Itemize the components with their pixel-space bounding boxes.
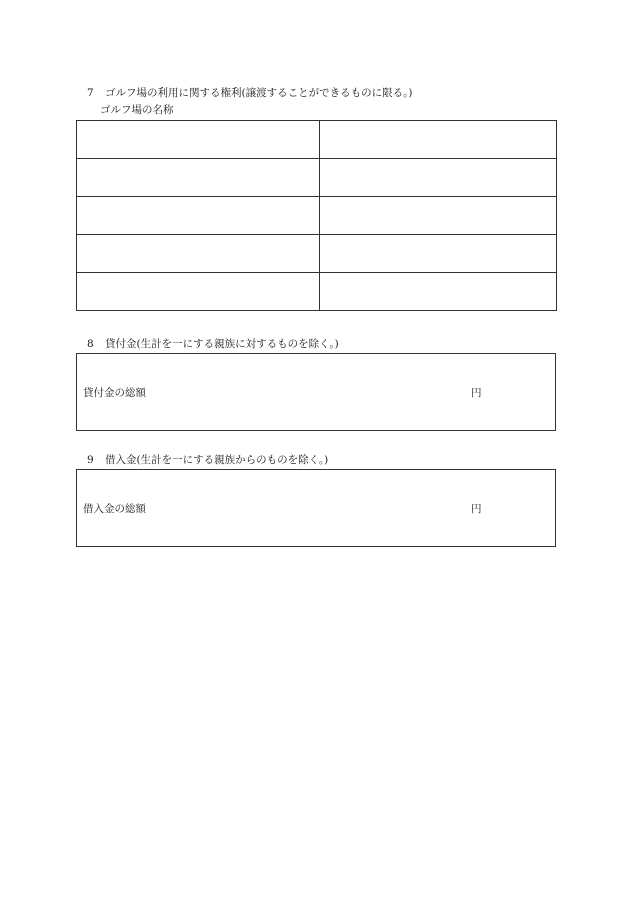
borrowings-yen-unit: 円 — [471, 503, 482, 515]
section-9-number: 9 — [87, 454, 94, 466]
section-9-heading — [87, 453, 328, 467]
golf-course-name-cell[interactable] — [77, 273, 320, 311]
section-8-heading — [87, 337, 339, 351]
golf-course-name-cell[interactable] — [77, 235, 320, 273]
table-row — [77, 235, 557, 273]
loans-total-label: 貸付金の総額 — [83, 387, 146, 399]
borrowings-total-label: 借入金の総額 — [83, 503, 146, 515]
loans-total-box — [76, 353, 556, 431]
golf-course-name-label: ゴルフ場の名称 — [100, 104, 174, 116]
table-row — [77, 197, 557, 235]
golf-detail-cell[interactable] — [320, 121, 557, 159]
section-8-number: 8 — [87, 338, 94, 350]
section-8-title: 貸付金(生計を一にする親族に対するものを除く。) — [105, 338, 339, 350]
section-7-number: 7 — [87, 87, 94, 99]
section-7-heading — [87, 86, 412, 100]
section-7-title: ゴルフ場の利用に関する権利(譲渡することができるものに限る。) — [105, 87, 413, 99]
golf-detail-cell[interactable] — [320, 197, 557, 235]
section-9-title: 借入金(生計を一にする親族からのものを除く。) — [105, 454, 329, 466]
table-row — [77, 121, 557, 159]
table-row — [77, 159, 557, 197]
table-row — [77, 273, 557, 311]
borrowings-total-value[interactable] — [197, 501, 457, 515]
golf-course-name-cell[interactable] — [77, 197, 320, 235]
loans-yen-unit: 円 — [471, 387, 482, 399]
golf-detail-cell[interactable] — [320, 273, 557, 311]
golf-rights-table — [76, 120, 557, 311]
golf-course-name-cell[interactable] — [77, 121, 320, 159]
golf-detail-cell[interactable] — [320, 159, 557, 197]
loans-total-value[interactable] — [197, 385, 457, 399]
golf-detail-cell[interactable] — [320, 235, 557, 273]
borrowings-total-box — [76, 469, 556, 547]
golf-course-name-cell[interactable] — [77, 159, 320, 197]
